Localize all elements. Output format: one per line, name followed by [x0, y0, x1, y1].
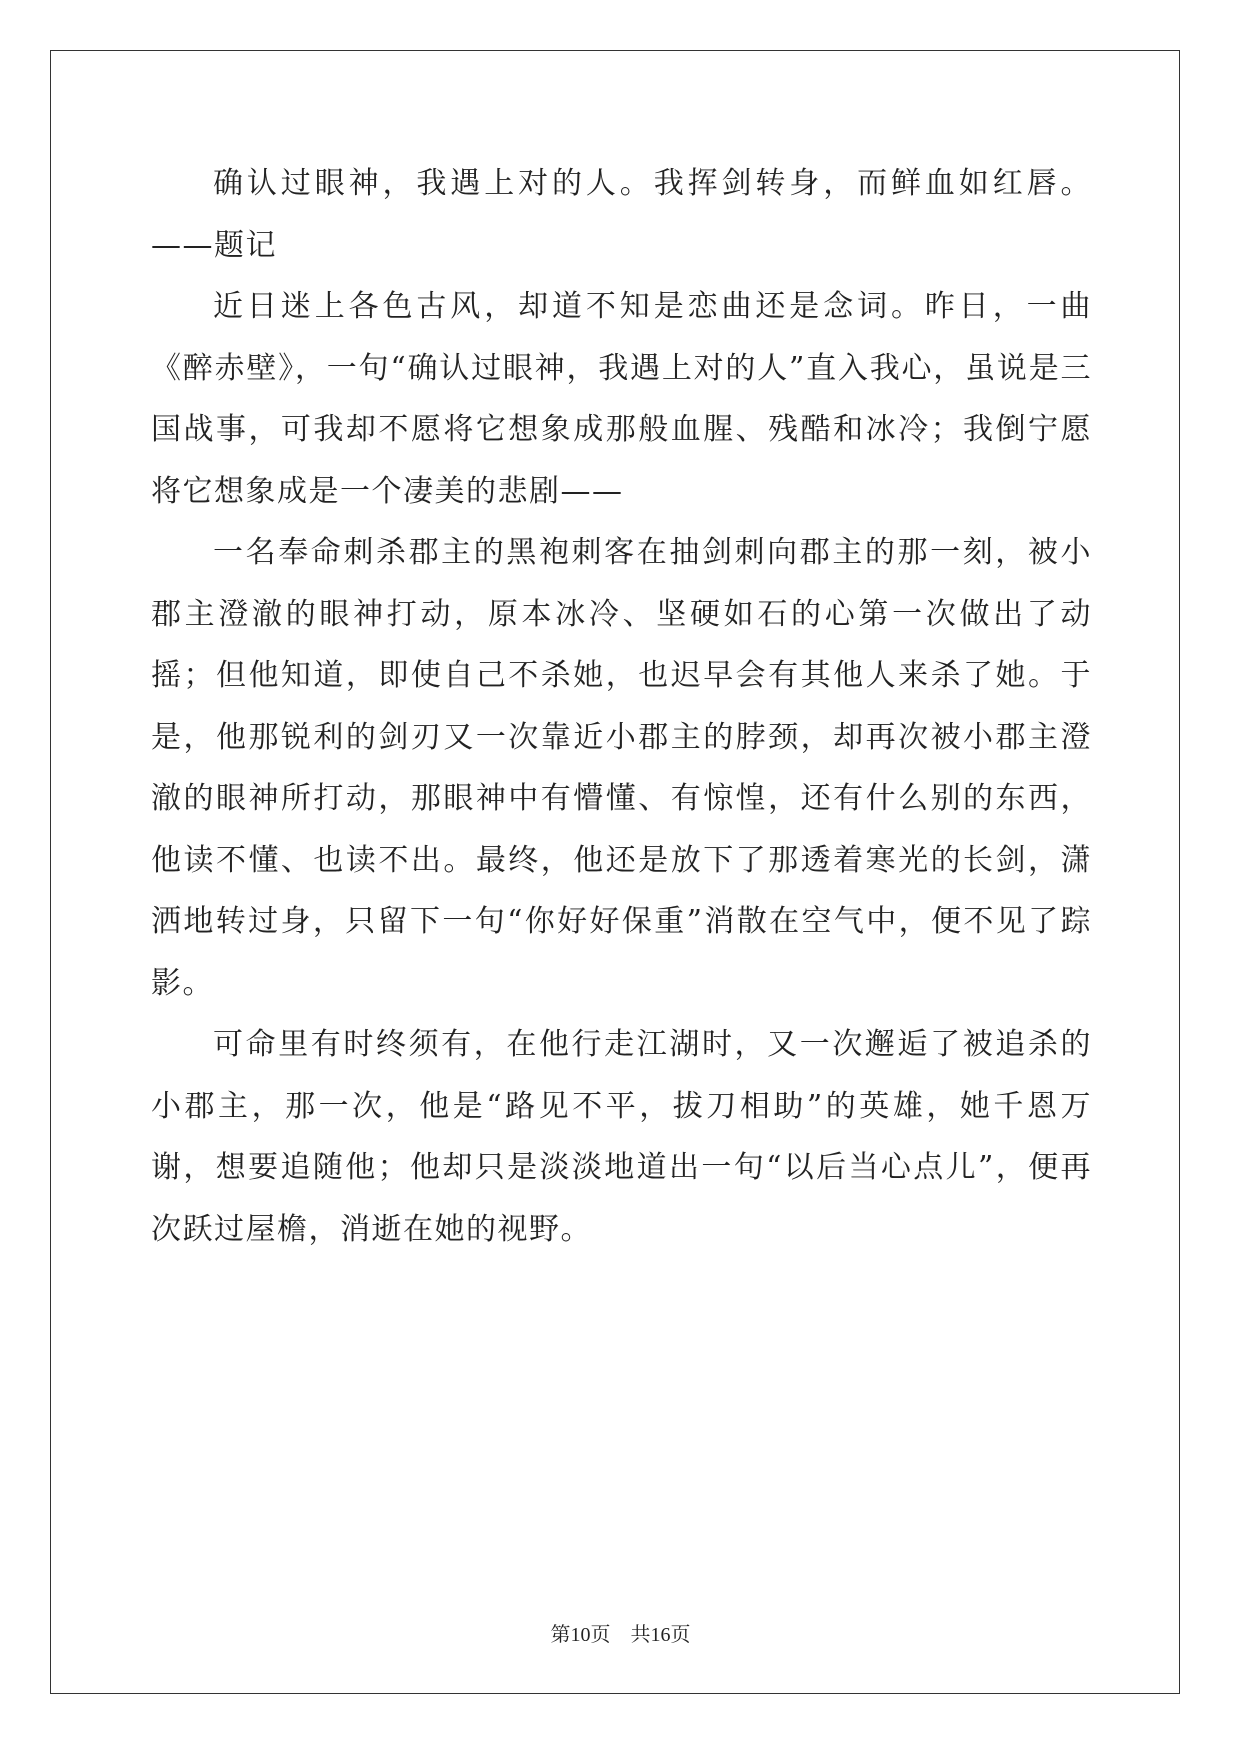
- page-number: 第10页 共16页: [550, 1624, 691, 1646]
- paragraph-assassin: 一名奉命刺杀郡主的黑袍刺客在抽剑刺向郡主的那一刻，被小郡主澄澈的眼神打动，原本冰冷、坚硬如石的心第一次做出了动摇；但他知道，即使自己不杀她，也迟早会有其他人来杀了她。于是，他那锐利的剑刃又一次靠近小郡主的脖颈，却再次被小郡主澄澈的眼神所打动，那眼神中有懵懂、有惊惶，还有什么别的东西，他读不懂、也读不出。最终，他还是放下了那透着寒光的长剑，潇洒地转过身，只留下一句“你好好保重”消散在空气中，便不见了踪影。: [151, 535, 1092, 1001]
- paragraph-intro: 近日迷上各色古风，却道不知是恋曲还是念词。昨日，一曲《醉赤壁》，一句“确认过眼神，我遇上对的人”直入我心，虽说是三国战事，可我却不愿将它想象成那般血腥、残酷和冰冷；我倒宁愿将它想象成是一个凄美的悲剧——: [151, 289, 1092, 509]
- document-body: [151, 153, 1092, 1260]
- paragraph-reunion: 可命里有时终须有，在他行走江湖时，又一次邂逅了被追杀的小郡主，那一次，他是“路见不平，拔刀相助”的英雄，她千恩万谢，想要追随他；他却只是淡淡地道出一句“以后当心点儿”，便再次跃过屋檐，消逝在她的视野。: [151, 1027, 1092, 1247]
- paragraph-inscription: 确认过眼神，我遇上对的人。我挥剑转身，而鲜血如红唇。——题记: [151, 166, 1092, 263]
- page-footer: [0, 1618, 1241, 1647]
